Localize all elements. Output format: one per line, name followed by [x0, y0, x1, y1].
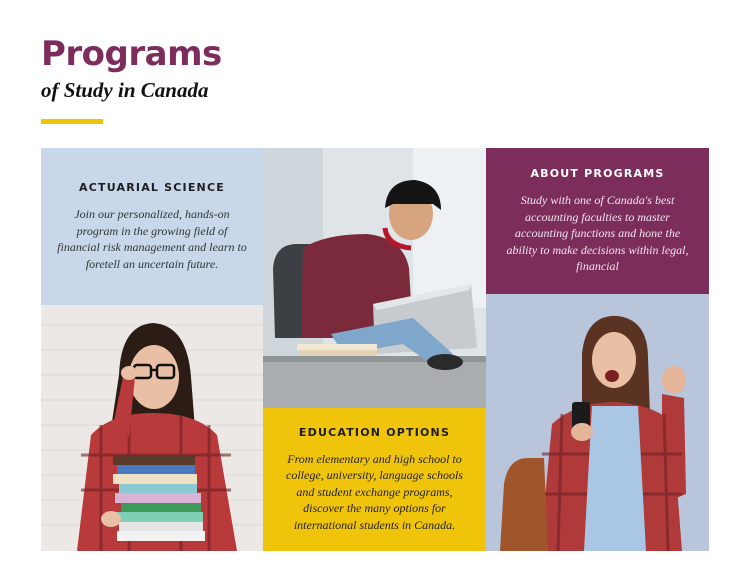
about-programs-text: Study with one of Canada's best accounting faculties to master accounting functions and hone the ability to make decisions within legal, financial	[506, 193, 689, 274]
actuarial-science-text: Join our personalized, hands-on program in the growing field of financial risk management and learn to foretell an uncertain future.	[57, 207, 247, 271]
education-options-text: From elementary and high school to college, university, language schools and student exchange programs, discover the many options for international students in Canada.	[286, 451, 463, 532]
actuarial-science-heading: ACTUARIAL SCIENCE	[79, 181, 225, 194]
page-subtitle: of Study in Canada	[41, 78, 209, 102]
student-with-laptop-photo	[263, 148, 486, 408]
about-programs-card	[486, 148, 709, 294]
education-options-heading: EDUCATION OPTIONS	[298, 425, 451, 439]
programs-grid	[41, 148, 709, 551]
education-options-card	[263, 408, 486, 551]
about-programs-heading: ABOUT PROGRAMS	[530, 167, 665, 181]
accent-divider	[41, 119, 103, 124]
excited-student-photo	[486, 294, 709, 551]
student-with-books-photo	[41, 305, 263, 551]
page-title: Programs	[41, 34, 222, 74]
actuarial-science-card	[41, 148, 263, 305]
